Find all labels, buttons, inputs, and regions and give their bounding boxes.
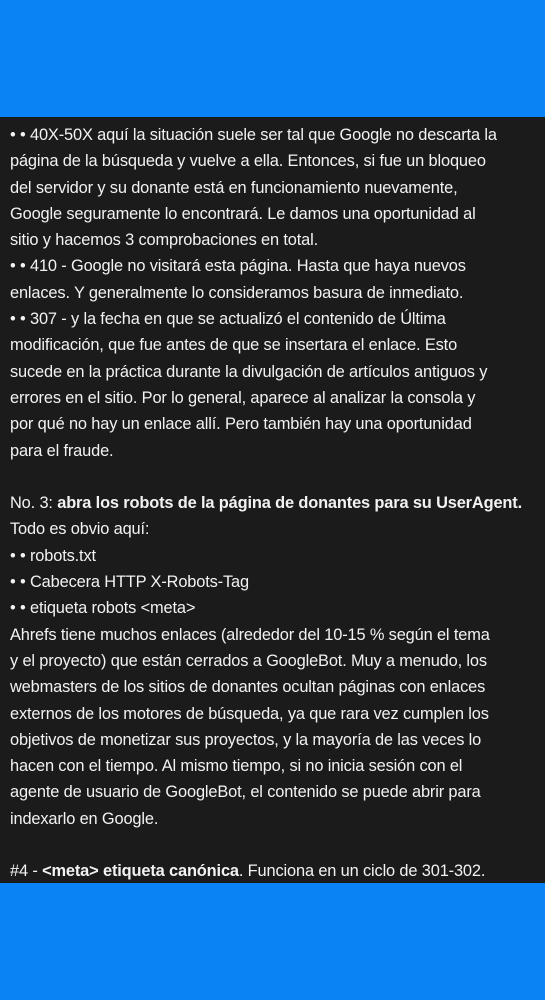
text-line: agente de usuario de GoogleBot, el contenido se puede abrir para (10, 783, 481, 802)
text-line: del servidor y su donante está en funcionamiento nuevamente, (10, 178, 458, 197)
text-line: • • 307 - y la fecha en que se actualizó el contenido de Última (10, 310, 446, 329)
text-line: página de la búsqueda y vuelve a ella. Entonces, si fue un bloqueo (10, 152, 486, 171)
section-3-bold-text: abra los robots de la página de donantes para su UserAgent. (57, 494, 523, 513)
section-3-heading (10, 490, 535, 516)
section-3-prefix: No. 3: (10, 494, 58, 513)
text-line: Todo es obvio aquí: (10, 520, 150, 539)
text-line: • • Cabecera HTTP X-Robots-Tag (10, 573, 249, 592)
text-line: • • 410 - Google no visitará esta página. Hasta que haya nuevos (10, 257, 466, 276)
text-line: Ahrefs tiene muchos enlaces (alrededor del 10-15 % según el tema (10, 625, 490, 644)
text-line: y el proyecto) que están cerrados a GoogleBot. Muy a menudo, los (10, 651, 487, 670)
section-4-suffix: . Funciona en un ciclo de 301-302. (238, 862, 486, 881)
text-line: • • etiqueta robots <meta> (10, 599, 196, 618)
text-line: • • robots.txt (10, 546, 96, 565)
text-line: sucede en la práctica durante la divulgación de artículos antiguos y (10, 362, 488, 381)
text-line: enlaces. Y generalmente lo consideramos basura de inmediato. (10, 283, 464, 302)
text-line: • • 40X-50X aquí la situación suele ser tal que Google no descarta la (10, 126, 497, 144)
bottom-blue-band (0, 883, 545, 1000)
article-text-panel (0, 117, 545, 883)
text-line: webmasters de los sitios de donantes ocultan páginas con enlaces (10, 678, 486, 697)
text-line: externos de los motores de búsqueda, ya que rara vez cumplen los (10, 704, 489, 723)
text-line: por qué no hay un enlace allí. Pero también hay una oportunidad (10, 415, 472, 434)
section-4-prefix: #4 - (10, 862, 43, 881)
text-line: para el fraude. (10, 441, 114, 460)
paragraph-gap (10, 832, 535, 858)
text-line: indexarlo en Google. (10, 809, 159, 828)
text-line: objetivos de monetizar sus proyectos, y la mayoría de las veces lo (10, 730, 482, 749)
text-line: Google seguramente lo encontrará. Le damos una oportunidad al (10, 204, 476, 223)
section-4-heading (10, 858, 535, 884)
text-line: errores en el sitio. Por lo general, aparece al analizar la consola y (10, 388, 476, 407)
paragraph-gap (10, 464, 535, 490)
text-line: hacen con el tiempo. Al mismo tiempo, si no inicia sesión con el (10, 757, 463, 776)
section-4-bold-text: <meta> etiqueta canónica (42, 862, 239, 881)
text-line: modificación, que fue antes de que se insertara el enlace. Esto (10, 336, 458, 355)
text-line: sitio y hacemos 3 comprobaciones en total. (10, 231, 319, 250)
top-blue-band (0, 0, 545, 117)
